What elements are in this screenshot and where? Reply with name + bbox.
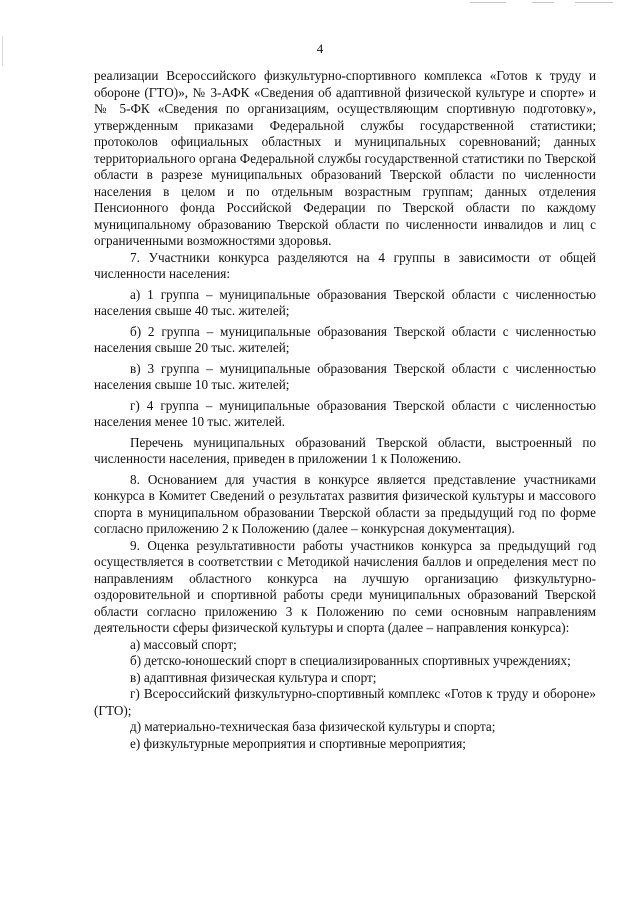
list-item: в) адаптивная физическая культура и спорт; (130, 669, 377, 685)
list-item: г) Всероссийский физкультурно-спортивный комплекс «Готов к труду и обороне» (ГТО); (94, 686, 596, 718)
document-body (94, 68, 596, 752)
scan-artifact (575, 2, 613, 3)
paragraph: реализации Всероссийского физкультурно-спортивного комплекса «Готов к труду и обороне (ГТО)», № 3-АФК «Сведения об адаптивной физической культуре и спорте» и № 5-ФК «Сведения по организациям, осуществляющим спортивную подготовку», утвержденным приказами Федеральной службы государственной статистики; протоколов официальных областных и муниципальных соревнований; данных территориального органа Федеральной службы государственной статистики по Тверской области в разрезе муниципальных образований Тверской области по численности населения в целом и по отдельным возрастным группам; данных отделения Пенсионного фонда Российской Федерации по Тверской области по каждому муниципальному образованию Тверской области по численности инвалидов и лиц с ограниченными возможностями здоровья. (94, 68, 596, 248)
paragraph: 7. Участники конкурса разделяются на 4 группы в зависимости от общей численности населения: (94, 249, 596, 281)
scan-artifact (532, 2, 554, 3)
scan-artifact (470, 2, 506, 3)
paragraph: 9. Оценка результативности работы участников конкурса за предыдущий год осуществляется в соответствии с Методикой начисления баллов и определения мест по направлениям областного конкурса на лучшую организацию физкультурно-оздоровительной и спортивной работы среди муниципальных образований Тверской области согласно приложению 3 к Положению по семи основным направлениям деятельности сферы физической культуры и спорта (далее – направления конкурса): (94, 537, 596, 635)
paragraph: 8. Основанием для участия в конкурсе является представление участниками конкурса в Комитет Сведений о результатах развития физической культуры и массового спорта в муниципальном образовании Тверской области за предыдущий год по форме согласно приложению 2 к Положению (далее – конкурсная документация). (94, 471, 596, 536)
list-item: б) 2 группа – муниципальные образования Тверской области с численностью населения свыше 20 тыс. жителей; (94, 323, 596, 355)
list-item: г) 4 группа – муниципальные образования Тверской области с численностью населения менее 10 тыс. жителей. (94, 397, 596, 429)
list-item: е) физкультурные мероприятия и спортивные мероприятия; (130, 735, 466, 751)
list-item: в) 3 группа – муниципальные образования Тверской области с численностью населения свыше 10 тыс. жителей; (94, 360, 596, 392)
page-number: 4 (316, 41, 324, 56)
list-item: б) детско-юношеский спорт в специализированных спортивных учреждениях; (130, 653, 571, 668)
list-item: а) массовый спорт; (130, 636, 237, 652)
list-item: а) 1 группа – муниципальные образования Тверской области с численностью населения свыше 40 тыс. жителей; (94, 286, 596, 318)
list-item: д) материально-техническая база физической культуры и спорта; (130, 719, 496, 734)
paragraph: Перечень муниципальных образований Тверской области, выстроенный по численности населения, приведен в приложении 1 к Положению. (94, 434, 596, 466)
